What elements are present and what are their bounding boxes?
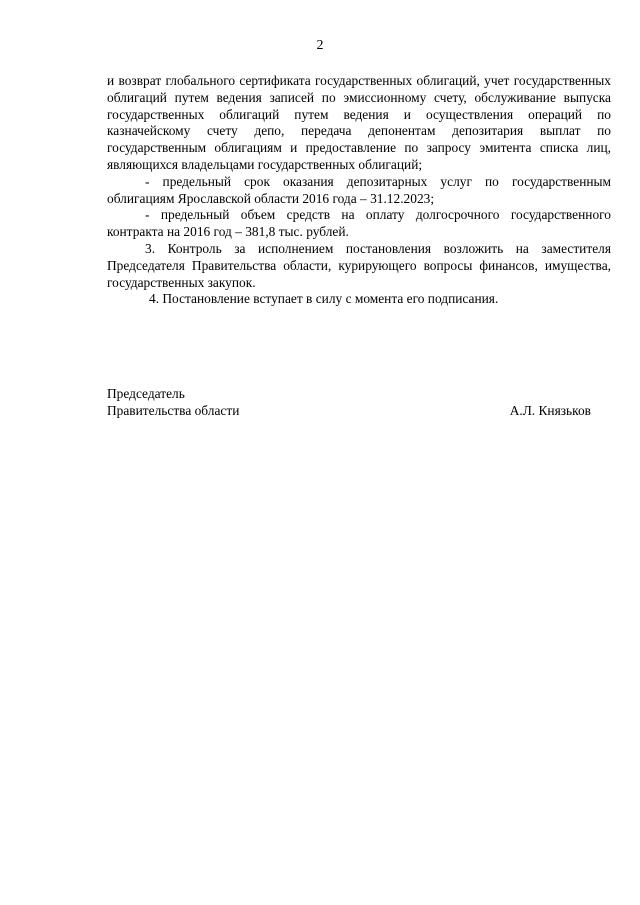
paragraph-effective: 4. Постановление вступает в силу с момента его подписания. xyxy=(149,291,499,307)
signature-title-line1: Председатель xyxy=(107,386,185,401)
document-body xyxy=(107,73,611,308)
signature-title-line2: Правительства области xyxy=(107,403,240,418)
page-number: 2 xyxy=(316,38,324,53)
signatory-name: А.Л. Князьков xyxy=(509,403,591,418)
signature-block xyxy=(107,385,591,419)
paragraph-control: 3. Контроль за исполнением постановления возложить на заместителя Председателя Правительства области, курирующего вопросы финансов, имущества, государственных закупок. xyxy=(107,240,611,290)
paragraph-deadline: - предельный срок оказания депозитарных услуг по государственным облигациям Ярославской области 2016 года – 31.12.2023; xyxy=(107,173,611,206)
paragraph-continuation: и возврат глобального сертификата государственных облигаций, учет государственных облигаций путем ведения записей по эмиссионному счету, обслуживание выпуска государственных облигаций путем ведения и осуществления операций по казначейскому счету депо, передача депонентам депозитария выплат по государственным облигациям и предоставление по запросу эмитента списка лиц, являющихся владельцами государственных облигаций; xyxy=(107,73,611,172)
paragraph-budget: - предельный объем средств на оплату долгосрочного государственного контракта на 2016 год – 381,8 тыс. рублей. xyxy=(107,207,611,240)
signature-row xyxy=(107,402,591,419)
